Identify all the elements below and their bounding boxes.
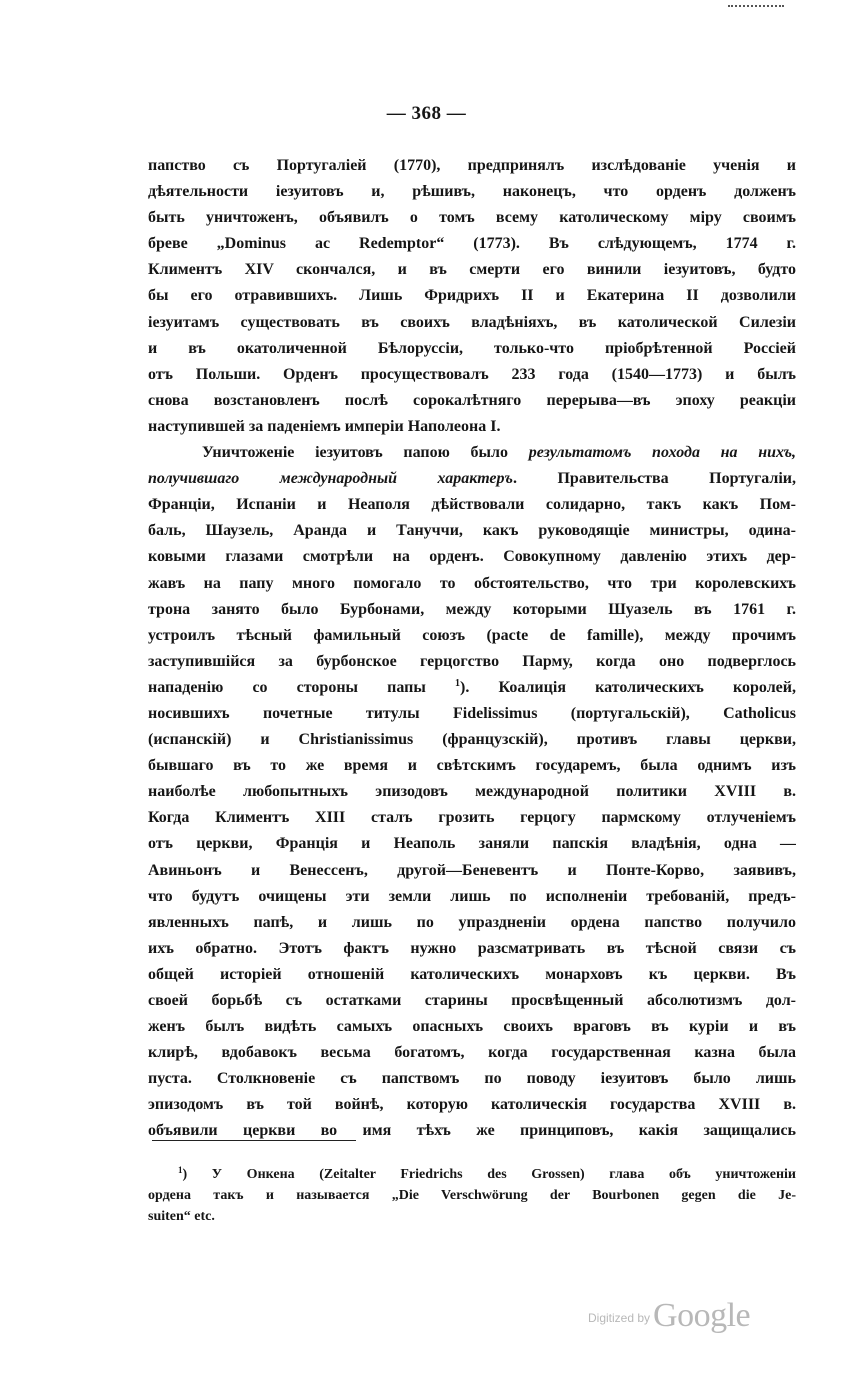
footnote	[148, 1164, 796, 1227]
text-segment: . Правительства Португаліи,	[512, 470, 796, 488]
text-line: Когда Климентъ XIII сталъ грозить герцогу пармскому отлученіемъ	[148, 809, 796, 827]
text-line: отъ церкви, Франція и Неаполь заняли папскія владѣнія, одна —	[148, 835, 796, 853]
text-line: (испанскій) и Christianissimus (французскій), противъ главы церкви,	[148, 731, 796, 749]
page-number: — 368 —	[386, 103, 467, 124]
text-line: баль, Шаузель, Аранда и Тануччи, какъ руководящіе министры, одина-	[148, 522, 796, 540]
text-line: Климентъ XIV скончался, и въ смерти его винили іезуитовъ, будто	[148, 261, 796, 279]
text-line: устроилъ тѣсный фамильный союзъ (pacte de famille), между прочимъ	[148, 626, 796, 644]
text-line: пуста. Столкновеніе съ папствомъ по поводу іезуитовъ было лишь	[148, 1070, 796, 1088]
text-line: носившихъ почетные титулы Fidelissimus (португальскій), Catholicus	[148, 704, 796, 722]
text-line: бы его отравившихъ. Лишь Фридрихъ II и Екатерина II дозволили	[148, 287, 796, 305]
text-line: Авиньонъ и Венессенъ, другой—Беневентъ и Понте-Корво, заявивъ,	[148, 861, 796, 879]
text-line: явленныхъ папѣ, и лишь по упраздненіи ордена папство получило	[148, 913, 796, 931]
text-line: Франціи, Испаніи и Неаполя дѣйствовали солидарно, такъ какъ Пом-	[148, 496, 796, 514]
corner-scan-mark	[728, 0, 784, 7]
text-line: трона занято было Бурбонами, между которыми Шуазель въ 1761 г.	[148, 600, 796, 618]
text-segment: ) У Онкена (Zeitalter Friedrichs des Grossen) глава объ уничтоженіи	[182, 1167, 796, 1182]
text-line: объявили церкви во имя тѣхъ же принциповъ, какія защищались	[148, 1122, 796, 1140]
watermark-prefix: Digitized by	[588, 1311, 651, 1325]
text-line: ихъ обратно. Этотъ фактъ нужно разсматривать въ тѣсной связи съ	[148, 939, 796, 957]
text-line: папство съ Португаліей (1770), предпринялъ изслѣдованіе ученія и	[148, 157, 796, 174]
text-line: ковыми глазами смотрѣли на орденъ. Совокупному давленію этихъ дер-	[148, 548, 796, 566]
text-line: іезуитамъ существовать въ своихъ владѣніяхъ, въ католической Силезіи	[148, 313, 796, 331]
italic-phrase: получившаго международный характеръ	[148, 470, 513, 488]
text-line: жавъ на папу много помогало то обстоятельство, что три королевскихъ	[148, 574, 796, 592]
footnote-line: ордена такъ и называется „Die Verschwörung der Bourbonen gegen die Je-	[148, 1188, 796, 1203]
text-line: снова возстановленъ послѣ сорокалѣтняго перерыва—въ эпоху реакціи	[148, 391, 796, 409]
footnote-divider	[152, 1140, 356, 1141]
text-line: своей борьбѣ съ остатками старины просвѣщенный абсолютизмъ дол-	[148, 992, 796, 1009]
text-line: что будутъ очищены эти земли лишь по исполненіи требованій, предъ-	[148, 887, 796, 905]
footnote-line	[148, 1164, 796, 1185]
text-line: женъ былъ видѣть самыхъ опасныхъ своихъ враговъ въ куріи и въ	[148, 1018, 796, 1036]
footnote-line: suiten“ etc.	[148, 1209, 215, 1224]
text-line: общей исторіей отношеній католическихъ монарховъ къ церкви. Въ	[148, 965, 796, 983]
google-logo: Google	[653, 1297, 751, 1334]
footnote-reference: 1	[455, 677, 461, 689]
text-line: бывшаго въ то же время и свѣтскимъ государемъ, была однимъ изъ	[148, 757, 796, 775]
text-line: эпизодомъ въ той войнѣ, которую католическія государства XVIII в.	[148, 1096, 796, 1114]
text-line: бреве „Dominus ac Redemptor“ (1773). Въ слѣдующемъ, 1774 г.	[148, 235, 796, 253]
text-line	[148, 466, 796, 492]
text-line: клирѣ, вдобавокъ весьма богатомъ, когда государственная казна была	[148, 1044, 796, 1062]
text-line: дѣятельности іезуитовъ и, рѣшивъ, наконецъ, что орденъ долженъ	[148, 183, 796, 201]
text-line: отъ Польши. Орденъ просуществовалъ 233 года (1540—1773) и былъ	[148, 365, 796, 383]
text-segment: нападенію со стороны папы	[148, 678, 426, 696]
digitized-by-google-watermark	[588, 1297, 750, 1335]
text-line: заступившійся за бурбонское герцогство Парму, когда оно подверглось	[148, 652, 796, 670]
text-line: быть уничтоженъ, объявилъ о томъ всему католическому міру своимъ	[148, 209, 796, 227]
text-line: наиболѣе любопытныхъ эпизодовъ международной политики XVIII в.	[148, 783, 796, 801]
text-line: и въ окатоличенной Бѣлоруссіи, только-что пріобрѣтенной Россіей	[148, 339, 796, 357]
text-segment: ). Коалиція католическихъ королей,	[460, 678, 796, 696]
footnote-marker: 1	[178, 1165, 183, 1175]
text-line: наступившей за паденіемъ имперіи Наполеона I.	[148, 417, 501, 435]
text-segment: Уничтоженіе іезуитовъ папою было	[202, 444, 529, 462]
footnote-reference-line	[148, 675, 796, 701]
paragraph-start-line	[148, 440, 796, 466]
italic-phrase: результатомъ похода на нихъ,	[528, 444, 796, 462]
main-text	[148, 153, 796, 1145]
